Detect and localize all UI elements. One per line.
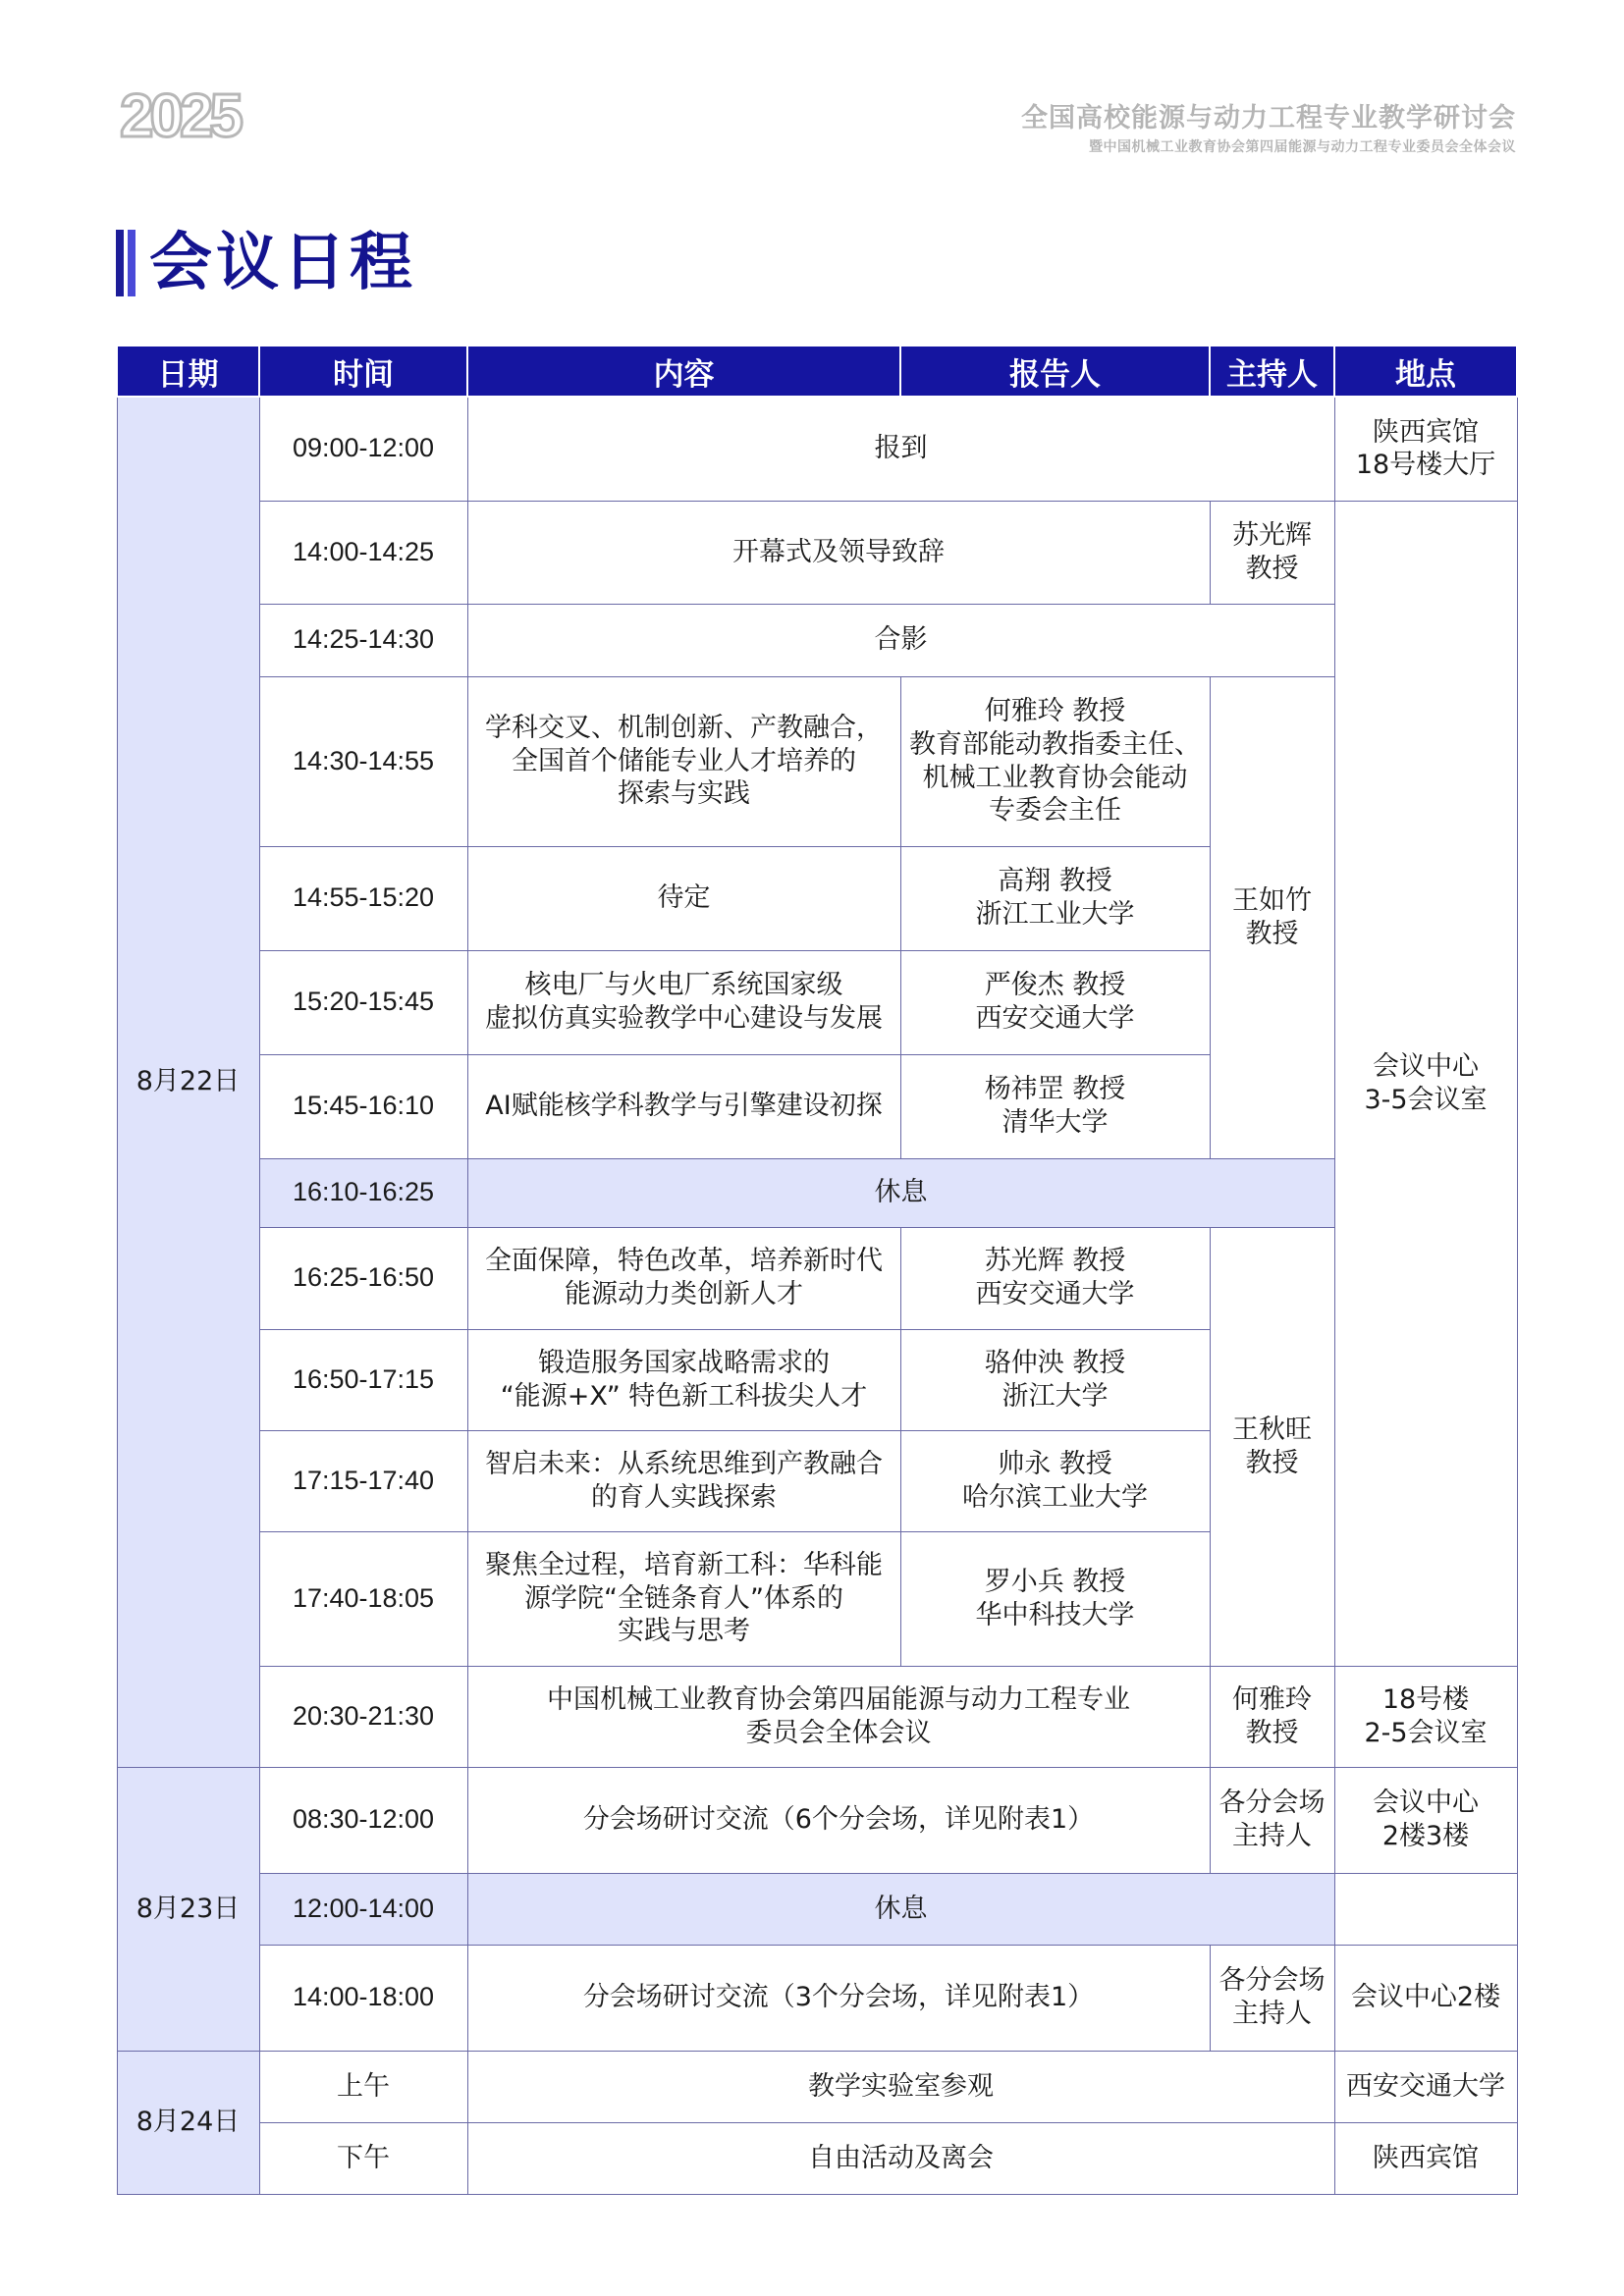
host-cell: 各分会场 主持人 (1210, 1945, 1334, 2051)
date-cell: 8月23日 (117, 1767, 259, 2051)
schedule-table (116, 345, 1518, 2195)
table-row (117, 1227, 1517, 1329)
time-cell: 12:00-14:00 (259, 1873, 467, 1945)
column-header-date: 日期 (117, 346, 259, 397)
content-cell: 开幕式及领导致辞 (467, 501, 1210, 604)
page-title-text: 会议日程 (149, 226, 416, 299)
host-cell: 何雅玲 教授 (1210, 1666, 1334, 1767)
content-cell: 休息 (467, 1158, 1334, 1227)
column-header-content: 内容 (467, 346, 900, 397)
table-row (117, 2051, 1517, 2122)
time-cell: 15:20-15:45 (259, 950, 467, 1054)
host-cell: 苏光辉 教授 (1210, 501, 1334, 604)
table-row (117, 501, 1517, 604)
host-cell: 各分会场 主持人 (1210, 1767, 1334, 1873)
content-cell: 锻造服务国家战略需求的 “能源+X” 特色新工科拔尖人才 (467, 1329, 900, 1430)
table-row (117, 2122, 1517, 2194)
content-cell: 教学实验室参观 (467, 2051, 1334, 2122)
content-cell: 合影 (467, 604, 1334, 676)
time-cell: 14:00-14:25 (259, 501, 467, 604)
time-cell: 08:30-12:00 (259, 1767, 467, 1873)
title-accent-bar-light (128, 230, 135, 296)
speaker-cell: 杨祎罡 教授 清华大学 (900, 1054, 1210, 1158)
content-cell: 分会场研讨交流（6个分会场，详见附表1） (467, 1767, 1210, 1873)
table-row (117, 1945, 1517, 2051)
column-header-venue: 地点 (1334, 346, 1517, 397)
conference-title: 全国高校能源与动力工程专业教学研讨会 (1021, 103, 1516, 133)
venue-cell: 陕西宾馆 18号楼大厅 (1334, 397, 1517, 501)
content-cell: 报到 (467, 397, 1334, 501)
venue-cell: 会议中心 3-5会议室 (1334, 501, 1517, 1666)
time-cell: 20:30-21:30 (259, 1666, 467, 1767)
speaker-cell: 骆仲泱 教授 浙江大学 (900, 1329, 1210, 1430)
content-cell: 核电厂与火电厂系统国家级 虚拟仿真实验教学中心建设与发展 (467, 950, 900, 1054)
venue-cell: 西安交通大学 (1334, 2051, 1517, 2122)
table-row (117, 397, 1517, 501)
table-row (117, 1767, 1517, 1873)
date-cell: 8月24日 (117, 2051, 259, 2194)
time-cell: 09:00-12:00 (259, 397, 467, 501)
table-row (117, 1158, 1517, 1227)
venue-cell: 陕西宾馆 (1334, 2122, 1517, 2194)
content-cell: AI赋能核学科教学与引擎建设初探 (467, 1054, 900, 1158)
page-title (116, 226, 416, 299)
venue-cell: 18号楼 2-5会议室 (1334, 1666, 1517, 1767)
speaker-cell: 严俊杰 教授 西安交通大学 (900, 950, 1210, 1054)
time-cell: 16:10-16:25 (259, 1158, 467, 1227)
table-row (117, 604, 1517, 676)
time-cell: 14:55-15:20 (259, 846, 467, 950)
content-cell: 全面保障，特色改革，培养新时代 能源动力类创新人才 (467, 1227, 900, 1329)
time-cell: 14:30-14:55 (259, 676, 467, 846)
host-cell: 王秋旺 教授 (1210, 1227, 1334, 1666)
venue-cell-empty (1334, 1873, 1517, 1945)
table-row (117, 676, 1517, 846)
host-cell: 王如竹 教授 (1210, 676, 1334, 1158)
title-accent-bar (116, 230, 124, 296)
time-cell: 17:15-17:40 (259, 1430, 467, 1531)
content-cell: 智启未来：从系统思维到产教融合 的育人实践探索 (467, 1430, 900, 1531)
content-cell: 学科交叉、机制创新、产教融合， 全国首个储能专业人才培养的 探索与实践 (467, 676, 900, 846)
time-cell: 上午 (259, 2051, 467, 2122)
time-cell: 17:40-18:05 (259, 1531, 467, 1666)
column-header-host: 主持人 (1210, 346, 1334, 397)
time-cell: 14:00-18:00 (259, 1945, 467, 2051)
content-cell: 聚焦全过程，培育新工科：华科能 源学院“全链条育人”体系的 实践与思考 (467, 1531, 900, 1666)
content-cell: 休息 (467, 1873, 1334, 1945)
speaker-cell: 何雅玲 教授 教育部能动教指委主任、 机械工业教育协会能动 专委会主任 (900, 676, 1210, 846)
time-cell: 14:25-14:30 (259, 604, 467, 676)
table-row (117, 1873, 1517, 1945)
content-cell: 分会场研讨交流（3个分会场，详见附表1） (467, 1945, 1210, 2051)
conference-header (1021, 96, 1516, 156)
column-header-time: 时间 (259, 346, 467, 397)
table-header-row (117, 346, 1517, 397)
content-cell: 待定 (467, 846, 900, 950)
speaker-cell: 帅永 教授 哈尔滨工业大学 (900, 1430, 1210, 1531)
year-logo: 2025 (120, 82, 240, 150)
conference-subtitle: 暨中国机械工业教育协会第四届能源与动力工程专业委员会全体会议 (1089, 139, 1516, 155)
time-cell: 下午 (259, 2122, 467, 2194)
speaker-cell: 罗小兵 教授 华中科技大学 (900, 1531, 1210, 1666)
venue-cell: 会议中心 2楼3楼 (1334, 1767, 1517, 1873)
speaker-cell: 苏光辉 教授 西安交通大学 (900, 1227, 1210, 1329)
speaker-cell: 高翔 教授 浙江工业大学 (900, 846, 1210, 950)
time-cell: 15:45-16:10 (259, 1054, 467, 1158)
content-cell: 自由活动及离会 (467, 2122, 1334, 2194)
time-cell: 16:50-17:15 (259, 1329, 467, 1430)
date-cell: 8月22日 (117, 397, 259, 1767)
table-row (117, 1666, 1517, 1767)
content-cell: 中国机械工业教育协会第四届能源与动力工程专业 委员会全体会议 (467, 1666, 1210, 1767)
venue-cell: 会议中心2楼 (1334, 1945, 1517, 2051)
time-cell: 16:25-16:50 (259, 1227, 467, 1329)
column-header-speaker: 报告人 (900, 346, 1210, 397)
